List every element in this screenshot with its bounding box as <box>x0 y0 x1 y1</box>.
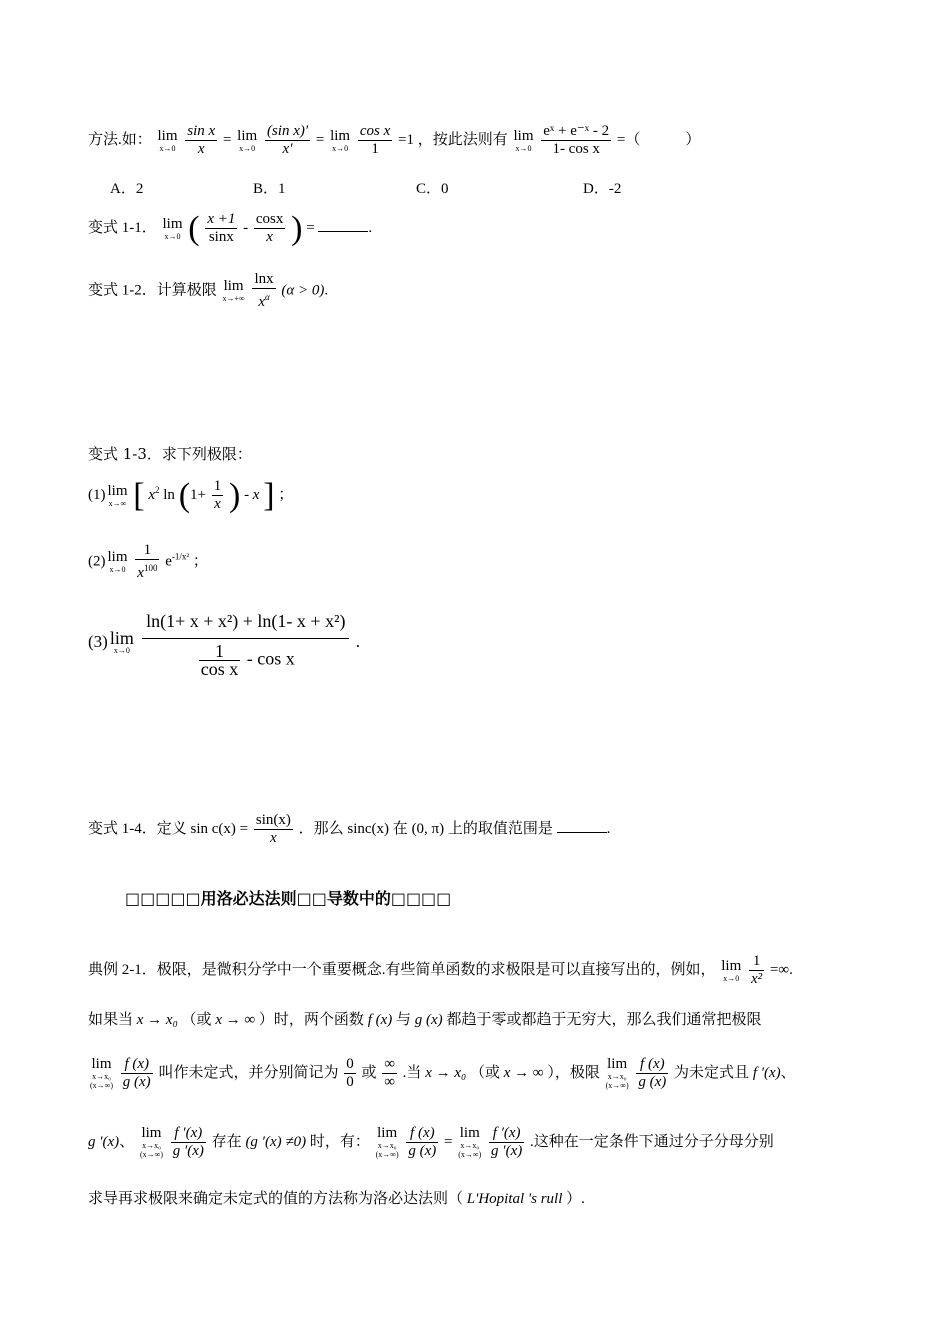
variant-1-3-part-3 <box>88 608 360 678</box>
fraction-one-over-x100: $\frac{1}{x^{100}}$ <box>137 542 158 581</box>
text: 、 <box>780 1064 796 1081</box>
part-label: (2) <box>88 553 106 570</box>
variant-1-1 <box>88 211 372 246</box>
fraction-one-over-x: $\frac{1}{x}$ <box>213 478 222 512</box>
text: 时，有： <box>309 1133 370 1150</box>
fraction-inf-over-inf: $\frac{\infty}{\infty}$ <box>384 1056 395 1090</box>
limit-op: lim x→x₀ (x→∞) <box>139 1125 163 1159</box>
limit-op: lim x→0 <box>721 957 742 983</box>
part-label: (3) <box>88 631 108 651</box>
e-base: e <box>165 553 172 570</box>
on-text: 在 <box>392 820 408 837</box>
fill-blank <box>318 231 368 232</box>
g-of-x: g (x) <box>414 1012 443 1028</box>
text: （或 <box>181 1012 212 1028</box>
section-heading: □□□□□用洛必达法则□□导数中的□□□□ <box>125 889 452 908</box>
fraction-derivative: $\frac{\text{(sin x)′}}{x'}$ <box>266 123 309 157</box>
text: ）时，两个函数 <box>258 1012 364 1028</box>
fraction-fp-over-gp: $\frac{f '(x)}{g '(x)}$ <box>491 1125 523 1159</box>
fraction-exp: $\frac{\text{eˣ + e⁻ˣ - 2}}{\text{1- cos x}}$ <box>543 123 610 157</box>
x-to-infinity: x → ∞ <box>215 1012 256 1028</box>
text: 都趋于零或都趋于无穷大，那么我们通常把极限 <box>446 1012 762 1028</box>
f-prime: f ′(x) <box>752 1064 781 1081</box>
text: 如果当 <box>88 1012 134 1028</box>
variant-1-3-part-2 <box>88 542 208 582</box>
intro-prefix: 方法.如： <box>88 131 152 148</box>
interval: (0, π) <box>411 820 445 837</box>
variant-1-4-label: 变式 1-4．定义 <box>88 820 187 837</box>
option-a: A．2 <box>110 181 144 197</box>
x-to-infinity: x → ∞ <box>503 1064 544 1081</box>
minus-sign: - <box>243 219 249 236</box>
text: 与 <box>396 1012 412 1028</box>
text: 存在 <box>211 1133 242 1150</box>
example-2-1-line-3 <box>88 1056 796 1091</box>
equals-sign: = <box>306 219 315 236</box>
variant-1-3-part-1 <box>88 478 293 513</box>
limit-op: lim x→∞ <box>107 482 128 508</box>
right-bracket: ] <box>263 476 275 514</box>
condition: (α > 0) <box>281 282 325 299</box>
left-paren: ( <box>178 476 191 514</box>
exponent: 2 <box>155 484 160 495</box>
text: 为未定式且 <box>674 1064 750 1081</box>
limit-op: lim x→0 <box>513 127 534 153</box>
text: ），极限 <box>547 1064 600 1081</box>
example-2-1-line-2 <box>88 1010 761 1030</box>
period: . <box>324 282 329 299</box>
period: . <box>368 219 373 236</box>
minus-x: - x <box>244 486 260 503</box>
fraction-cosx-over-1: $\frac{\text{cos x}}{1}$ <box>359 123 391 157</box>
x-var: x <box>148 486 156 503</box>
limit-op: lim x→x₀ (x→∞) <box>375 1125 399 1159</box>
question-intro <box>88 123 700 158</box>
fraction-one-over-x2: $\frac{1}{\text{x²}}$ <box>751 953 763 987</box>
limit-op: lim x→0 <box>107 549 128 574</box>
limit-op: lim x→0 <box>330 127 351 153</box>
equals-sign: = <box>222 131 232 148</box>
right-paren: ) <box>228 476 241 514</box>
text: 、 <box>119 1133 135 1150</box>
example-2-1-line-5 <box>88 1189 585 1209</box>
option-d: D．-2 <box>583 181 622 197</box>
e-exponent: -1/x² <box>171 551 190 562</box>
then-text: ．那么 <box>298 820 344 837</box>
example-2-1-line-4 <box>88 1125 774 1160</box>
period: . <box>606 820 611 837</box>
answer-blank: =（ ） <box>616 131 701 148</box>
g-prime: g ′(x) <box>88 1133 120 1150</box>
example-2-1-line-1 <box>88 953 793 988</box>
option-c: C．0 <box>416 181 449 197</box>
x-to-x0: x → x₀ <box>136 1012 178 1028</box>
text: 或 <box>361 1064 377 1081</box>
range-text: 上的取值范围是 <box>447 820 553 837</box>
right-paren: ) <box>291 209 303 247</box>
intro-middle-text: ，按此法则有 <box>417 131 508 148</box>
text: 叫作未定式，并分别简记为 <box>158 1064 339 1081</box>
limit-op: lim x→+∞ <box>222 278 245 303</box>
variant-1-4 <box>88 812 610 847</box>
text: .当 <box>402 1064 422 1081</box>
fraction-f-over-g: $\frac{f (x)}{g (x)}$ <box>408 1125 437 1159</box>
fraction-fp-over-gp: $\frac{f '(x)}{g '(x)}$ <box>172 1125 204 1159</box>
limit-op: lim x→x₀ (x→∞) <box>605 1056 629 1090</box>
fraction-one-over-cosx: $\frac{1}{\text{cos x}}$ <box>200 641 239 679</box>
variant-1-2 <box>88 271 328 311</box>
equals-infinity: =∞. <box>769 961 793 978</box>
text: .这种在一定条件下通过分子分母分别 <box>529 1133 774 1150</box>
semicolon: ； <box>192 553 208 570</box>
fraction-f-over-g: $\frac{f (x)}{g (x)}$ <box>638 1056 667 1090</box>
limit-op: lim x→0 <box>157 127 178 153</box>
limit-op: lim x→0 <box>109 628 134 655</box>
option-b: B．1 <box>253 181 286 197</box>
fraction-zero-over-zero: $\frac{0}{0}$ <box>346 1056 354 1090</box>
condition: (g ′(x) ≠0) <box>245 1133 307 1150</box>
fraction-a: $\frac{x +1}{\sin x}$ <box>207 211 236 245</box>
text: （或 <box>469 1064 500 1081</box>
variant-1-3-label: 变式 1-3．求下列极限： <box>88 445 252 463</box>
one-plus: 1+ <box>190 486 206 503</box>
limit-op: lim x→0 <box>162 215 183 241</box>
equals-one: =1 <box>398 131 414 148</box>
limit-op: lim x→x₀ (x→∞) <box>458 1125 482 1159</box>
fraction-b: $\frac{\cos x}{x}$ <box>255 211 284 245</box>
fraction-f-over-g: $\frac{f (x)}{g (x)}$ <box>122 1056 151 1090</box>
lhopital-name: L'Hopital 's rull <box>466 1191 563 1207</box>
period: . <box>355 631 360 651</box>
semicolon: ； <box>278 486 294 503</box>
f-of-x: f (x) <box>367 1012 393 1028</box>
equals-sign: = <box>315 131 325 148</box>
x-to-x0: x → x₀ <box>425 1064 467 1081</box>
fraction-sinx-over-x: $\frac{\text{sin x}}{x}$ <box>187 123 216 157</box>
limit-op: lim x→x₀ (x→∞) <box>90 1056 114 1090</box>
limit-op: lim x→0 <box>237 127 258 153</box>
part-label: (1) <box>88 486 106 503</box>
left-paren: ( <box>188 209 200 247</box>
variant-1-1-label: 变式 1-1． <box>88 219 157 236</box>
fill-blank <box>557 832 607 833</box>
equals-sign: = <box>444 1133 453 1150</box>
fraction-sinx-over-x: $\frac{\sin(x)}{x}$ <box>255 812 291 846</box>
fraction-lnx: $\frac{\ln x}{x^\alpha}$ <box>254 271 274 310</box>
sinc-func: sinc(x) <box>347 820 390 837</box>
example-text: 典例 2-1．极限，是微积分学中一个重要概念.有些简单函数的求极限是可以直接写出的，例如， <box>88 961 716 978</box>
variant-1-2-label: 变式 1-2．计算极限 <box>88 282 217 299</box>
fraction-ln-sum: ln(1+ x + x²) + ln(1- x + x²) $\frac{1}{\text{cos x}}$ - cos x <box>142 608 349 678</box>
left-bracket: [ <box>133 476 145 514</box>
sinc-definition-lhs: sin c(x) = <box>190 820 249 837</box>
ln-op: ln <box>163 486 175 503</box>
text: 求导再求极限来确定未定式的值的方法称为洛必达法则（ <box>88 1191 464 1207</box>
text: ）. <box>566 1191 585 1207</box>
